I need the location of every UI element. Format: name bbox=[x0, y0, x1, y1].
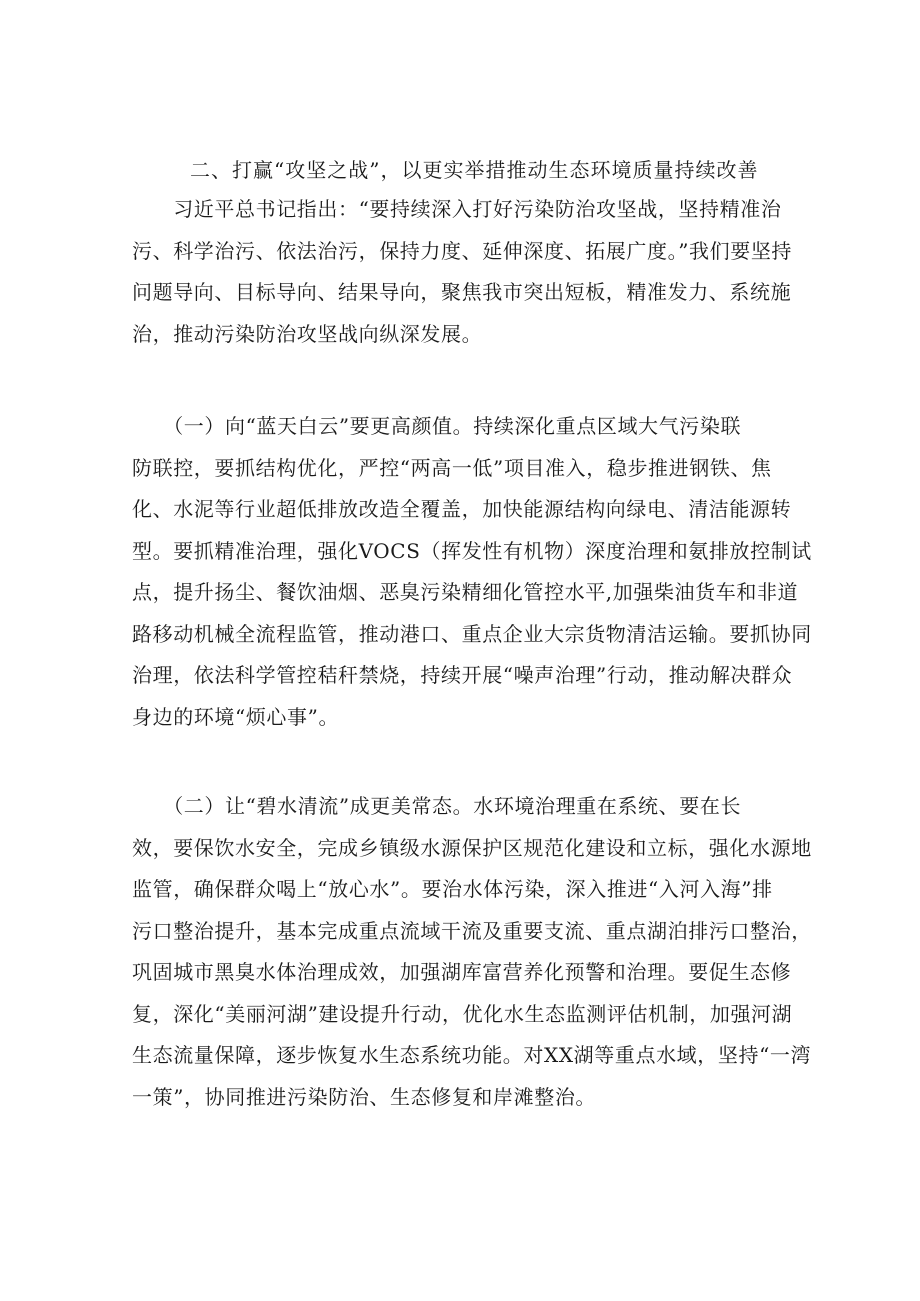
paragraph-clear-water bbox=[132, 786, 812, 1118]
section-heading: 二、打赢“攻坚之战”，以更实举措推动生态环境质量持续改善 bbox=[190, 158, 759, 182]
text-line: 型。要抓精准治理，强化VOCS（挥发性有机物）深度治理和氨排放控制试 bbox=[132, 538, 812, 563]
text-line: 化、水泥等行业超低排放改造全覆盖，加快能源结构向绿电、清洁能源转 bbox=[132, 497, 792, 521]
text-line: 治理，依法科学管控秸秆禁烧，持续开展“噪声治理”行动，推动解决群众 bbox=[132, 663, 793, 687]
text-line: 点，提升扬尘、餐饮油烟、恶臭污染精细化管控水平,加强柴油货车和非道 bbox=[132, 580, 799, 604]
text-line: 污、科学治污、依法治污，保持力度、延伸深度、拓展广度。”我们要坚持 bbox=[132, 238, 793, 263]
text-line: 防联控，要抓结构优化，严控“两高一低”项目准入，稳步推进钢铁、焦 bbox=[132, 455, 772, 480]
text-line: 复，深化“美丽河湖”建设提升行动，优化水生态监测评估机制，加强河湖 bbox=[132, 1001, 793, 1026]
text-line: 身边的环境“烦心事”。 bbox=[132, 704, 340, 729]
text-line: 习近平总书记指出：“要持续深入打好污染防治攻坚战，坚持精准治 bbox=[132, 197, 782, 221]
text-line: 监管，确保群众喝上“放心水”。要治水体污染，深入推进“入河入海”排 bbox=[132, 877, 773, 901]
text-line: 污口整治提升，基本完成重点流域干流及重要支流、重点湖泊排污口整治， bbox=[132, 918, 812, 943]
text-line: （一）向“蓝天白云”要更高颜值。持续深化重点区域大气污染联 bbox=[132, 414, 742, 438]
text-line: 一策”，协同推进污染防治、生态修复和岸滩整治。 bbox=[132, 1084, 597, 1109]
text-line: 效，要保饮水安全，完成乡镇级水源保护区规范化建设和立标，强化水源地 bbox=[132, 835, 812, 860]
text-line: 治，推动污染防治攻坚战向纵深发展。 bbox=[132, 321, 483, 346]
paragraph-intro bbox=[132, 189, 802, 355]
text-line: 路移动机械全流程监管，推动港口、重点企业大宗货物清洁运输。要抓协同 bbox=[132, 621, 812, 646]
text-line: 问题导向、目标导向、结果导向，聚焦我市突出短板，精准发力、系统施 bbox=[132, 280, 792, 304]
text-line: （二）让“碧水清流”成更美常态。水环境治理重在系统、要在长 bbox=[132, 794, 742, 818]
text-line: 巩固城市黑臭水体治理成效，加强湖库富营养化预警和治理。要促生态修 bbox=[132, 960, 792, 984]
paragraph-blue-sky bbox=[132, 406, 812, 738]
text-line: 生态流量保障，逐步恢复水生态系统功能。对XX湖等重点水域，坚持“一湾 bbox=[132, 1043, 812, 1067]
